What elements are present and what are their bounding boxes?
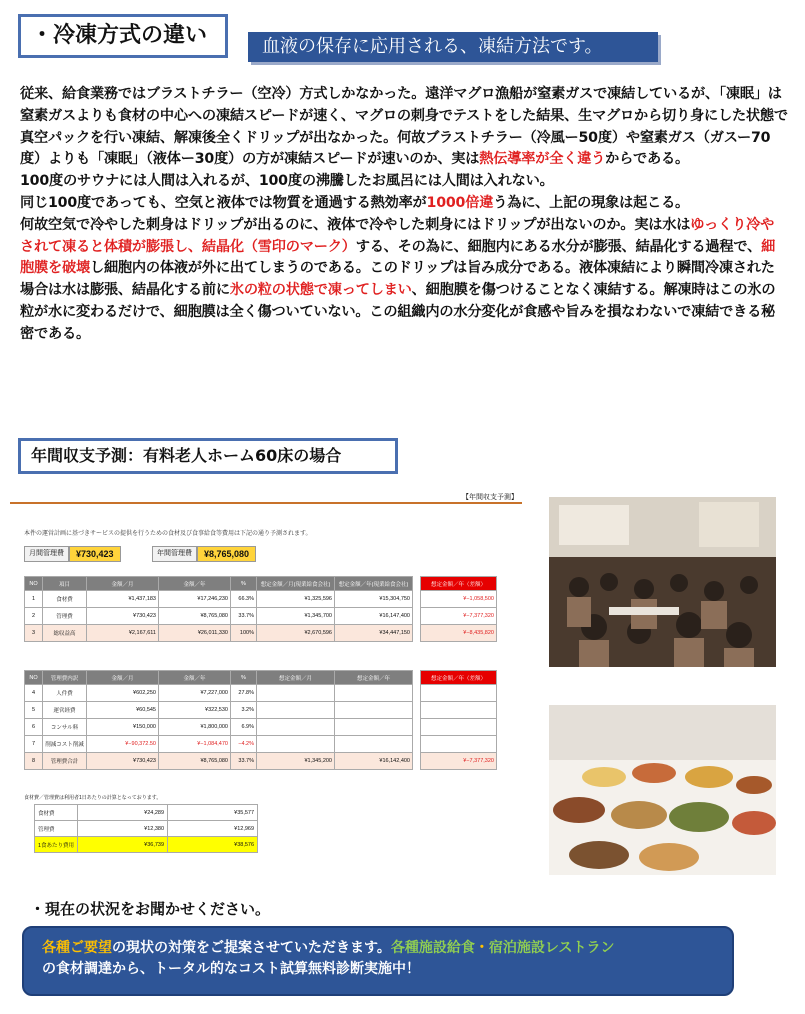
table-cell: ¥26,011,330 — [159, 625, 231, 642]
table-cell: 1食あたり費用 — [35, 837, 78, 853]
table-cell: ¥16,142,400 — [335, 753, 413, 770]
table-gap — [413, 685, 421, 702]
table-cell: ¥34,447,150 — [335, 625, 413, 642]
table-row — [35, 837, 258, 853]
table-cell: 管理費 — [43, 608, 87, 625]
table-cell: 想定金額／年（差額） — [421, 577, 497, 591]
summary-table — [24, 576, 497, 642]
cta-separator: ・ — [474, 940, 489, 956]
cta-highlight-facility: 各種施設給食 — [390, 940, 475, 956]
table-cell: ¥8,765,080 — [159, 753, 231, 770]
table-cell: ¥−90,372.50 — [87, 736, 159, 753]
table-cell: ¥−7,377,320 — [421, 608, 497, 625]
table-cell — [421, 736, 497, 753]
table-cell: 6.9% — [231, 719, 257, 736]
body-text-segment: する、その為に、細胞内にある水分が膨張、結晶化する過程で、 — [355, 238, 762, 255]
table-cell — [335, 685, 413, 702]
table-cell: 想定金額／年 — [335, 671, 413, 685]
table-cell: 想定金額／年（差額） — [421, 671, 497, 685]
table-row — [25, 685, 497, 702]
body-text-segment: 、細胞膜を傷つけることなく凍結する。解凍時はこの氷の粒が水に変わるだけで、細胞膜は全く傷ついていない。この組織内の水分変化が食感や旨みを損なわないで凍結できる秘密である。 — [20, 282, 776, 342]
body-text-segment: 同じ100度であっても、空気と液体では物質を通過する熱効率が — [20, 194, 427, 211]
emphasis-text: 細胞膜を破壊 — [20, 238, 776, 277]
table-cell: ¥150,000 — [87, 719, 159, 736]
body-text-segment: からである。 — [605, 151, 689, 168]
sheet-divider — [10, 502, 522, 504]
table-cell: % — [231, 577, 257, 591]
table-cell: 運営経費 — [43, 702, 87, 719]
sheet-note: 本件の運営計画に基づきサービスの提供を行うための食材及び食事給食等費用は下記の通り予測されます。 — [24, 531, 312, 537]
table-cell: ¥17,246,230 — [159, 591, 231, 608]
table-cell: 食材費 — [35, 805, 78, 821]
table-row — [25, 591, 497, 608]
table-cell — [421, 702, 497, 719]
dining-hall-photo — [549, 497, 776, 667]
table-cell: ¥730,423 — [87, 753, 159, 770]
table-cell: 2 — [25, 608, 43, 625]
paragraph-4 — [20, 215, 788, 346]
table-row — [25, 719, 497, 736]
body-text-segment: し細胞内の体液が外に出てしまうのである。このドリップは旨み成分である。液体凍結により瞬間冷凍された場合は水は膨張、結晶化する前に — [20, 260, 775, 299]
kpi-annual — [152, 546, 256, 562]
table-cell: 管理費合計 — [43, 753, 87, 770]
table-cell: コンサル料 — [43, 719, 87, 736]
kpi-monthly — [24, 546, 121, 562]
table-cell — [335, 702, 413, 719]
table-cell: ¥16,147,400 — [335, 608, 413, 625]
table-cell: 想定金額／月 — [257, 671, 335, 685]
question-prompt: ・現在の状況をお聞かせください。 — [30, 900, 271, 918]
cta-highlight-hotel: 宿泊施設レストラン — [488, 940, 615, 956]
table-row — [25, 736, 497, 753]
table-cell: −4.2% — [231, 736, 257, 753]
table-cell: ¥−8,435,820 — [421, 625, 497, 642]
emphasis-text: 1000倍違 — [426, 194, 494, 211]
table-cell: ¥15,304,750 — [335, 591, 413, 608]
table-cell: ¥2,670,596 — [257, 625, 335, 642]
buffet-illustration — [549, 705, 776, 875]
kpi-annual-label: 年間管理費 — [152, 546, 197, 562]
table-cell: 33.7% — [231, 753, 257, 770]
table-cell: 27.8% — [231, 685, 257, 702]
subtitle-banner: 血液の保存に応用される、凍結方法です。 — [248, 32, 658, 62]
table-row — [25, 753, 497, 770]
cta-line-2: の食材調達から、トータル的なコスト試算無料診断実施中！ — [42, 961, 420, 977]
table-cell: 4 — [25, 685, 43, 702]
table-cell: ¥−1,084,470 — [159, 736, 231, 753]
table-cell: ¥35,577 — [168, 805, 258, 821]
page-title: ・冷凍方式の違い — [18, 14, 228, 58]
table-cell: 66.3% — [231, 591, 257, 608]
buffet-photo — [549, 705, 776, 875]
table-gap — [413, 608, 421, 625]
table-cell: ¥1,437,183 — [87, 591, 159, 608]
table-cell: 5 — [25, 702, 43, 719]
section-title: 年間収支予測：有料老人ホーム60床の場合 — [18, 438, 398, 474]
table-cell: ¥1,800,000 — [159, 719, 231, 736]
table-cell: % — [231, 671, 257, 685]
table-cell — [257, 736, 335, 753]
table-cell: ¥8,765,080 — [159, 608, 231, 625]
table-header-row — [25, 577, 497, 591]
table-cell: 7 — [25, 736, 43, 753]
paragraph-3 — [20, 193, 788, 215]
table-gap — [413, 671, 421, 685]
table-gap — [413, 736, 421, 753]
table-cell: ¥602,250 — [87, 685, 159, 702]
table-gap — [413, 625, 421, 642]
body-text-segment: う為に、上記の現象は起こる。 — [493, 194, 690, 211]
table-cell: ¥1,345,700 — [257, 608, 335, 625]
sheet-small-note: 食材費／管理費は利用者1日あたりの計算となっております。 — [24, 795, 162, 801]
table-cell: 管理費 — [35, 821, 78, 837]
table-cell: ¥12,380 — [78, 821, 168, 837]
table-cell: 人件費 — [43, 685, 87, 702]
table-cell: NO — [25, 671, 43, 685]
table-cell: 管理費内訳 — [43, 671, 87, 685]
per-meal-table — [34, 804, 258, 853]
table-cell: 3 — [25, 625, 43, 642]
sheet-tag: 【年間収支予測】 — [462, 494, 518, 501]
table-cell: 想定金額／年(現業給食会社) — [335, 577, 413, 591]
table-cell: ¥1,325,596 — [257, 591, 335, 608]
table-gap — [413, 719, 421, 736]
table-cell: ¥−1,058,500 — [421, 591, 497, 608]
cta-banner — [22, 926, 734, 996]
table-cell: 食材費 — [43, 591, 87, 608]
body-text-segment: 従来、給食業務ではブラストチラー（空冷）方式しかなかった。遠洋マグロ漁船が窒素ガスで凍結しているが、「凍眠」は窒素ガスよりも食材の中心への凍結スピードが速く、マグロの刺身でテストをした結果、生マグロから切り身にした状態で真空パックを行い凍結、解凍後全くドリップが出なかった。何故ブラストチラー（冷風ー50度）や窒素ガス（ガスー70度）よりも「凍眠」（液体ー30度）の方が凍結スピードが速いのか、実は — [20, 86, 788, 168]
table-gap — [413, 577, 421, 591]
table-cell: 8 — [25, 753, 43, 770]
table-cell: ¥24,289 — [78, 805, 168, 821]
table-cell: ¥−7,377,320 — [421, 753, 497, 770]
table-cell: ¥7,227,000 — [159, 685, 231, 702]
table-header-row — [25, 671, 497, 685]
table-cell: ¥38,576 — [168, 837, 258, 853]
table-cell: ¥322,530 — [159, 702, 231, 719]
emphasis-text: 氷の粒の状態で凍ってしまい — [229, 282, 412, 299]
table-cell: ¥730,423 — [87, 608, 159, 625]
paragraph-1 — [20, 84, 788, 171]
table-cell: ¥1,345,200 — [257, 753, 335, 770]
table-cell: 100% — [231, 625, 257, 642]
table-cell — [335, 736, 413, 753]
table-cell: 6 — [25, 719, 43, 736]
table-cell: 金額／月 — [87, 577, 159, 591]
kpi-annual-value: ¥8,765,080 — [197, 546, 256, 562]
cta-highlight-requests: 各種ご要望 — [42, 940, 112, 956]
table-cell: 33.7% — [231, 608, 257, 625]
table-cell — [257, 685, 335, 702]
kpi-monthly-value: ¥730,423 — [69, 546, 121, 562]
table-cell: 総収益高 — [43, 625, 87, 642]
table-cell: 金額／年 — [159, 577, 231, 591]
table-cell: ¥36,739 — [78, 837, 168, 853]
table-row — [25, 625, 497, 642]
table-cell — [257, 702, 335, 719]
table-gap — [413, 753, 421, 770]
dining-hall-illustration — [549, 497, 776, 667]
table-gap — [413, 702, 421, 719]
table-cell — [421, 685, 497, 702]
table-cell: 3.2% — [231, 702, 257, 719]
table-cell: ¥60,545 — [87, 702, 159, 719]
table-gap — [413, 591, 421, 608]
table-cell: 金額／月 — [87, 671, 159, 685]
body-text-segment: 何故空気で冷やした刺身はドリップが出るのに、液体で冷やした刺身にはドリップが出ないのか。実は水は — [20, 216, 691, 233]
table-cell — [257, 719, 335, 736]
table-row — [35, 821, 258, 837]
table-cell: 1 — [25, 591, 43, 608]
article-body — [20, 84, 788, 346]
table-cell — [421, 719, 497, 736]
kpi-monthly-label: 月間管理費 — [24, 546, 69, 562]
breakdown-table — [24, 670, 497, 770]
table-cell: 想定金額／月(現業給食会社) — [257, 577, 335, 591]
emphasis-text: ゆっくり冷やされて凍ると体積が膨張し、結晶化（雪印のマーク） — [20, 216, 775, 255]
table-cell: NO — [25, 577, 43, 591]
table-cell: 削減コスト削減 — [43, 736, 87, 753]
table-cell: ¥2,167,611 — [87, 625, 159, 642]
paragraph-2: 100度のサウナには人間は入れるが、100度の沸騰したお風呂には人間は入れない。 — [20, 173, 554, 190]
emphasis-text: 熱伝導率が全く違う — [479, 151, 606, 168]
cta-text: の現状の対策をご提案させていただきます。 — [112, 940, 391, 956]
table-cell: 項目 — [43, 577, 87, 591]
table-row — [25, 608, 497, 625]
table-cell — [335, 719, 413, 736]
table-cell: ¥12,969 — [168, 821, 258, 837]
revenue-spreadsheet — [10, 490, 522, 862]
table-cell: 金額／年 — [159, 671, 231, 685]
table-row — [35, 805, 258, 821]
table-row — [25, 702, 497, 719]
